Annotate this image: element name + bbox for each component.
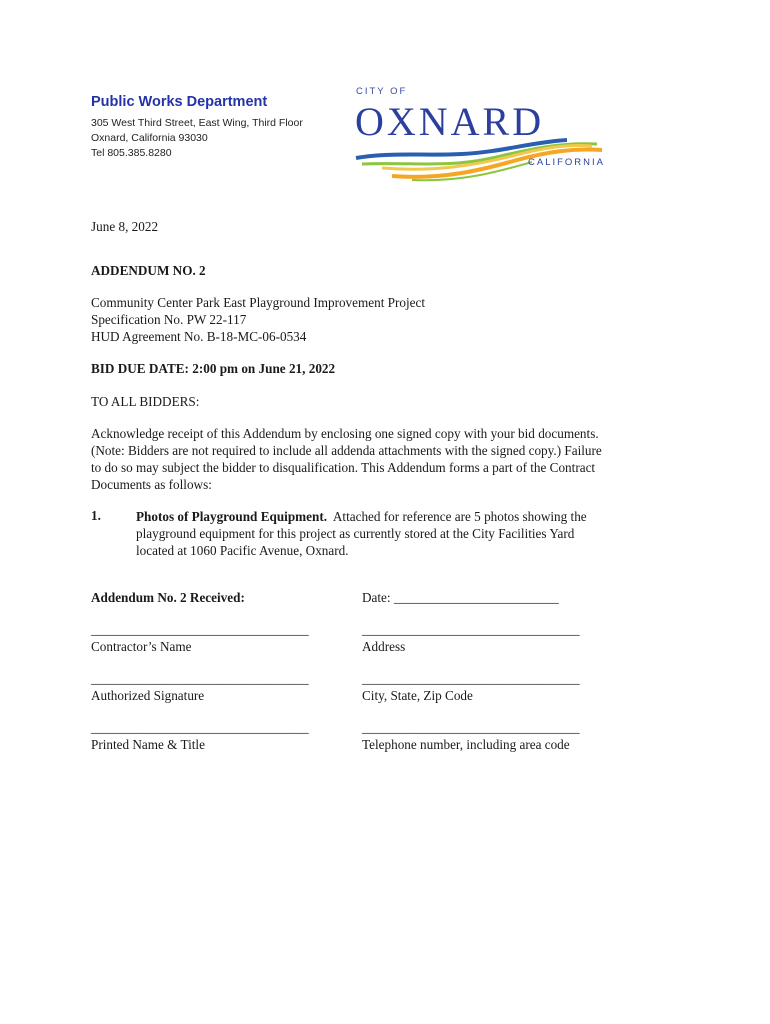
- department-letterhead: [91, 94, 303, 161]
- logo-state: CALIFORNIA: [528, 157, 606, 168]
- city-state-zip-label: City, State, Zip Code: [362, 688, 473, 703]
- addendum-title: ADDENDUM NO. 2: [91, 263, 206, 278]
- item-heading: Photos of Playground Equipment.: [136, 509, 328, 524]
- bid-due-date: BID DUE DATE: 2:00 pm on June 21, 2022: [91, 361, 336, 376]
- body-line: Documents as follows:: [91, 477, 212, 492]
- authorized-signature-label: Authorized Signature: [91, 688, 205, 703]
- item-first-line: [136, 508, 587, 525]
- authorized-signature-line[interactable]: _________________________________: [91, 671, 309, 686]
- item-number: 1.: [91, 508, 101, 523]
- city-state-zip-line[interactable]: _________________________________: [362, 671, 580, 686]
- contractor-name-line[interactable]: _________________________________: [91, 622, 309, 637]
- date-field[interactable]: Date: _________________________: [362, 590, 559, 605]
- letter-date: June 8, 2022: [91, 219, 159, 234]
- department-address-line1: 305 West Third Street, East Wing, Third Floor: [91, 117, 303, 129]
- department-name: Public Works Department: [91, 94, 268, 110]
- specification-number: Specification No. PW 22-117: [91, 312, 247, 327]
- item-text-line: playground equipment for this project as currently stored at the City Facilities Yard: [136, 526, 575, 541]
- printed-name-line[interactable]: _________________________________: [91, 720, 309, 735]
- hud-agreement-number: HUD Agreement No. B-18-MC-06-0534: [91, 329, 307, 344]
- item-body: [136, 508, 587, 559]
- salutation: TO ALL BIDDERS:: [91, 394, 200, 409]
- body-line: to do so may subject the bidder to disqualification. This Addendum forms a part of the Contract: [91, 460, 596, 475]
- body-line: (Note: Bidders are not required to include all addenda attachments with the signed copy.) Failure: [91, 443, 602, 458]
- addendum-received-label: Addendum No. 2 Received:: [91, 590, 245, 605]
- contractor-name-label: Contractor’s Name: [91, 639, 192, 654]
- logo-city-of: CITY OF: [356, 86, 408, 97]
- address-label: Address: [362, 639, 406, 654]
- department-address-line2: Oxnard, California 93030: [91, 132, 208, 144]
- body-line: Acknowledge receipt of this Addendum by enclosing one signed copy with your bid documents.: [91, 426, 599, 441]
- telephone-label: Telephone number, including area code: [362, 737, 570, 752]
- printed-name-label: Printed Name & Title: [91, 737, 205, 752]
- project-name: Community Center Park East Playground Improvement Project: [91, 295, 426, 310]
- department-phone: Tel 805.385.8280: [91, 147, 172, 159]
- item-text-line: located at 1060 Pacific Avenue, Oxnard.: [136, 543, 349, 558]
- telephone-line[interactable]: _________________________________: [362, 720, 580, 735]
- logo-city-name: OXNARD: [355, 99, 545, 144]
- address-line[interactable]: _________________________________: [362, 622, 580, 637]
- city-logo: [352, 84, 612, 184]
- item-text-first: Attached for reference are 5 photos showing the: [327, 509, 587, 524]
